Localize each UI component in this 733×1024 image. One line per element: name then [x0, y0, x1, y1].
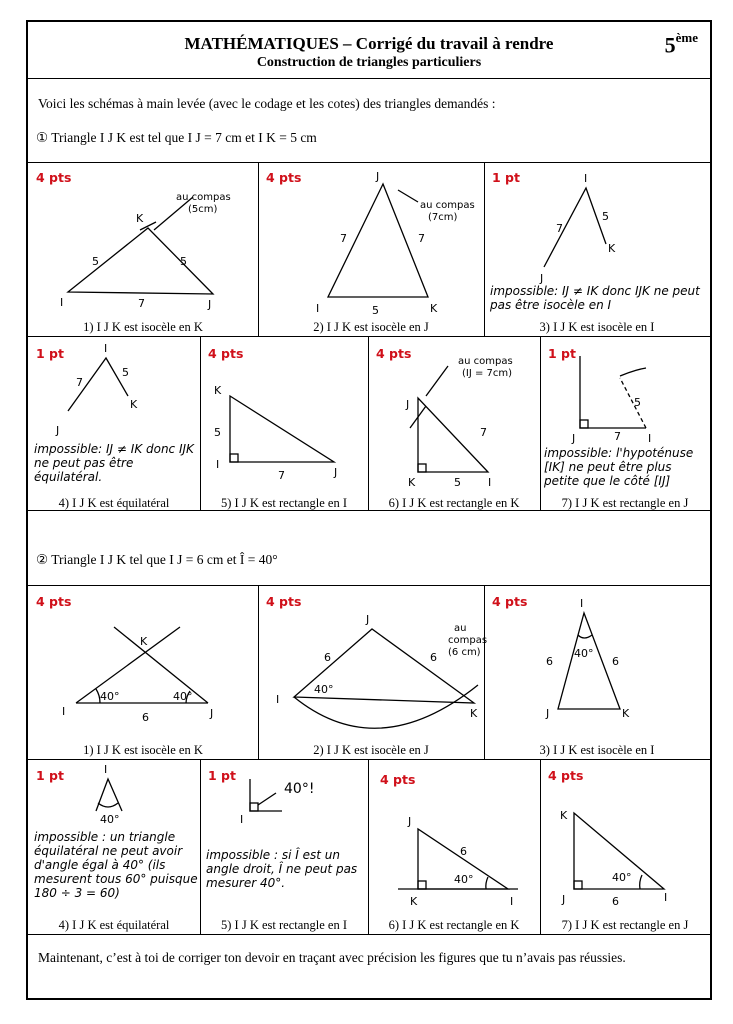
intro-text: Voici les schémas à main levée (avec le codage et les cotes) des triangles demandés : [38, 96, 496, 111]
svg-text:6: 6 [612, 655, 619, 668]
section-2-heading [36, 552, 278, 568]
svg-text:J: J [406, 398, 410, 411]
svg-text:K: K [408, 476, 416, 489]
svg-text:5: 5 [454, 476, 461, 489]
triangle-figure-1-6 [368, 336, 540, 496]
triangle-figure-2-2 [258, 585, 488, 745]
svg-text:40°: 40° [314, 683, 334, 696]
svg-text:40°: 40° [100, 813, 120, 826]
svg-text:5: 5 [122, 366, 129, 379]
svg-text:6: 6 [142, 711, 149, 724]
section-1-text: Triangle I J K est tel que I J = 7 cm et I K = 5 cm [51, 130, 317, 145]
svg-text:7: 7 [614, 430, 621, 443]
svg-text:J: J [540, 272, 544, 285]
points-badge: 4 pts [36, 594, 72, 609]
triangle-figure-2-4 [28, 759, 200, 829]
svg-text:5: 5 [214, 426, 221, 439]
grade-level-number: 5 [664, 32, 676, 58]
svg-text:J: J [56, 424, 60, 437]
figure-caption: 1) I J K est isocèle en K [83, 320, 203, 334]
figure-caption: 5) I J K est rectangle en I [221, 918, 347, 932]
svg-text:I: I [648, 432, 652, 445]
svg-text:7: 7 [480, 426, 487, 439]
svg-text:K: K [560, 809, 568, 822]
svg-text:(5cm): (5cm) [188, 204, 218, 215]
svg-text:I: I [580, 597, 584, 610]
svg-text:I: I [316, 302, 320, 315]
points-badge: 1 pt [208, 768, 236, 783]
svg-text:au compas: au compas [176, 192, 231, 203]
page-title: MATHÉMATIQUES – Corrigé du travail à rendre [184, 34, 554, 53]
header [28, 22, 710, 79]
page-subtitle: Construction de triangles particuliers [256, 55, 482, 70]
svg-text:40°: 40° [612, 871, 632, 884]
divider [28, 934, 710, 935]
points-badge: 4 pts [376, 346, 412, 361]
svg-text:compas: compas [448, 635, 488, 646]
svg-text:J: J [408, 815, 412, 828]
points-badge: 1 pt [548, 346, 576, 361]
figure-caption: 2) I J K est isocèle en J [313, 743, 429, 757]
svg-text:6: 6 [460, 845, 467, 858]
svg-text:au compas: au compas [458, 356, 513, 367]
figure-caption: 6) I J K est rectangle en K [388, 496, 520, 510]
svg-text:5: 5 [180, 255, 187, 268]
worksheet-page [26, 20, 712, 1000]
points-badge: 1 pt [36, 346, 64, 361]
svg-text:7: 7 [278, 469, 285, 482]
figure-caption: 7) I J K est rectangle en J [561, 918, 689, 932]
figure-caption: 4) I J K est équilatéral [58, 918, 170, 932]
svg-text:40°!: 40°! [284, 781, 315, 797]
triangle-figure-1-4 [28, 336, 200, 446]
figure-caption: 6) I J K est rectangle en K [388, 918, 520, 932]
figure-caption: 3) I J K est isocèle en I [539, 743, 655, 757]
points-badge: 4 pts [266, 594, 302, 609]
svg-text:6: 6 [324, 651, 331, 664]
note-text: impossible: l'hypoténuse [IK] ne peut être plus petite que le côté [IJ] [544, 446, 694, 488]
svg-text:5: 5 [372, 304, 379, 317]
svg-text:J: J [546, 707, 550, 720]
svg-text:7: 7 [418, 232, 425, 245]
note-text: impossible : un triangle équilatéral ne peut avoir d'angle égal à 40° (ils mesurent tous 60° puisque 180 ÷ 3 = 60) [34, 830, 198, 900]
triangle-figure-2-7 [540, 759, 710, 919]
svg-text:K: K [608, 242, 616, 255]
triangle-figure-2-6 [368, 759, 540, 919]
svg-text:K: K [136, 212, 144, 225]
triangle-figure-1-7 [540, 336, 710, 446]
svg-text:J: J [334, 466, 338, 479]
note-text: impossible : si Î est un angle droit, Î ne peut pas mesurer 40°. [206, 848, 358, 890]
svg-text:40°: 40° [574, 647, 594, 660]
note-text: impossible: IJ ≠ IK donc IJK ne peut pas être équilatéral. [34, 442, 194, 484]
svg-text:I: I [584, 172, 588, 185]
figure-caption: 3) I J K est isocèle en I [539, 320, 655, 334]
svg-text:I: I [60, 296, 64, 309]
svg-text:I: I [488, 476, 492, 489]
points-badge: 4 pts [492, 594, 528, 609]
points-badge: 4 pts [36, 170, 72, 185]
triangle-figure-1-2 [258, 162, 484, 322]
svg-text:K: K [140, 635, 148, 648]
svg-text:I: I [216, 458, 220, 471]
svg-text:I: I [510, 895, 514, 908]
points-badge: 4 pts [380, 772, 416, 787]
triangle-figure-2-3 [484, 585, 710, 745]
figure-caption: 7) I J K est rectangle en J [561, 496, 689, 510]
triangle-figure-1-1 [28, 162, 258, 322]
svg-text:J: J [208, 298, 212, 311]
svg-text:7: 7 [138, 297, 145, 310]
svg-text:7: 7 [340, 232, 347, 245]
svg-text:I: I [104, 342, 108, 355]
section-2-text: Triangle I J K tel que I J = 6 cm et Î = 40° [51, 552, 278, 567]
svg-text:40°: 40° [100, 690, 120, 703]
svg-text:K: K [214, 384, 222, 397]
svg-text:(IJ = 7cm): (IJ = 7cm) [462, 368, 513, 379]
svg-text:K: K [470, 707, 478, 720]
svg-text:I: I [664, 891, 668, 904]
section-1-marker: ① [36, 130, 49, 145]
triangle-figure-1-5 [200, 336, 368, 496]
svg-text:6: 6 [546, 655, 553, 668]
svg-text:6: 6 [612, 895, 619, 908]
svg-text:I: I [240, 813, 244, 826]
svg-text:K: K [430, 302, 438, 315]
section-1-heading [36, 130, 317, 146]
svg-text:40°: 40° [173, 690, 193, 703]
grade-level-suffix: ème [675, 30, 698, 45]
svg-text:J: J [366, 613, 370, 626]
svg-text:au: au [454, 623, 467, 634]
points-badge: 4 pts [266, 170, 302, 185]
svg-text:K: K [622, 707, 630, 720]
points-badge: 1 pt [36, 768, 64, 783]
svg-text:40°: 40° [454, 873, 474, 886]
points-badge: 4 pts [548, 768, 584, 783]
svg-text:5: 5 [634, 396, 641, 409]
svg-text:J: J [376, 170, 380, 183]
triangle-figure-2-5 [200, 759, 368, 829]
figure-caption: 2) I J K est isocèle en J [313, 320, 429, 334]
svg-text:5: 5 [92, 255, 99, 268]
section-2-marker: ② [36, 552, 49, 567]
note-text: impossible: IJ ≠ IK donc IJK ne peut pas être isocèle en I [490, 284, 700, 312]
svg-text:J: J [210, 707, 214, 720]
svg-text:I: I [276, 693, 280, 706]
svg-text:(6 cm): (6 cm) [448, 647, 481, 658]
svg-text:I: I [104, 763, 108, 776]
points-badge: 4 pts [208, 346, 244, 361]
svg-text:7: 7 [76, 376, 83, 389]
svg-text:(7cm): (7cm) [428, 212, 458, 223]
svg-text:I: I [62, 705, 66, 718]
svg-text:J: J [572, 432, 576, 445]
svg-text:au compas: au compas [420, 200, 475, 211]
svg-text:J: J [562, 893, 566, 906]
points-badge: 1 pt [492, 170, 520, 185]
svg-text:K: K [130, 398, 138, 411]
svg-text:K: K [410, 895, 418, 908]
figure-caption: 4) I J K est équilatéral [58, 496, 170, 510]
triangle-figure-2-1 [28, 585, 258, 745]
svg-text:7: 7 [556, 222, 563, 235]
grade-level [665, 32, 698, 58]
svg-text:5: 5 [602, 210, 609, 223]
svg-text:6: 6 [430, 651, 437, 664]
figure-caption: 5) I J K est rectangle en I [221, 496, 347, 510]
footer-instructions: Maintenant, c’est à toi de corriger ton devoir en traçant avec précision les figures que tu n’avais pas réussies. [38, 950, 626, 965]
figure-caption: 1) I J K est isocèle en K [83, 743, 203, 757]
